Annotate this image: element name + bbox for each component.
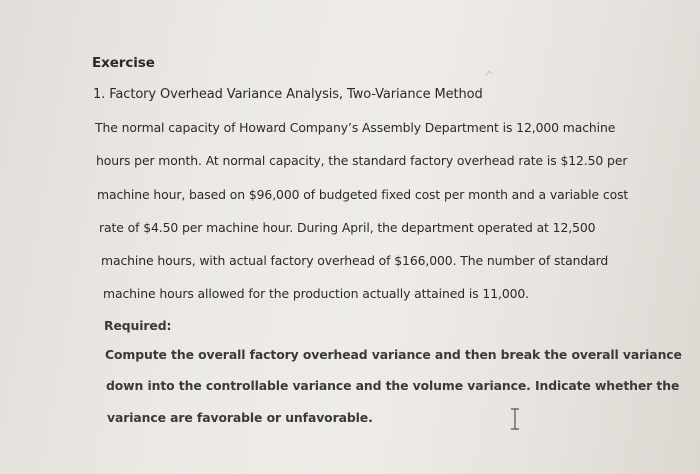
required-line-1: Compute the overall factory overhead variance and then break the overall variance (105, 347, 682, 362)
exercise-title: Exercise (92, 55, 155, 71)
exercise-subtitle: 1. Factory Overhead Variance Analysis, Two-Variance Method (93, 87, 483, 102)
body-line-4: rate of $4.50 per machine hour. During April, the department operated at 12,500 (99, 220, 596, 235)
required-line-2: down into the controllable variance and the volume variance. Indicate whether the (106, 378, 680, 393)
body-line-3: machine hour, based on $96,000 of budgeted fixed cost per month and a variable cost (97, 187, 629, 202)
body-line-2: hours per month. At normal capacity, the standard factory overhead rate is $12.50 per (96, 153, 628, 168)
body-line-5: machine hours, with actual factory overhead of $166,000. The number of standard (101, 253, 609, 268)
required-line-3: variance are favorable or unfavorable. (107, 410, 373, 425)
text-cursor-icon (509, 408, 521, 430)
pen-mark-icon (484, 68, 494, 78)
body-line-6: machine hours allowed for the production actually attained is 11,000. (103, 286, 530, 301)
body-line-1: The normal capacity of Howard Company’s Assembly Department is 12,000 machine (95, 120, 616, 135)
required-label: Required: (104, 318, 172, 333)
